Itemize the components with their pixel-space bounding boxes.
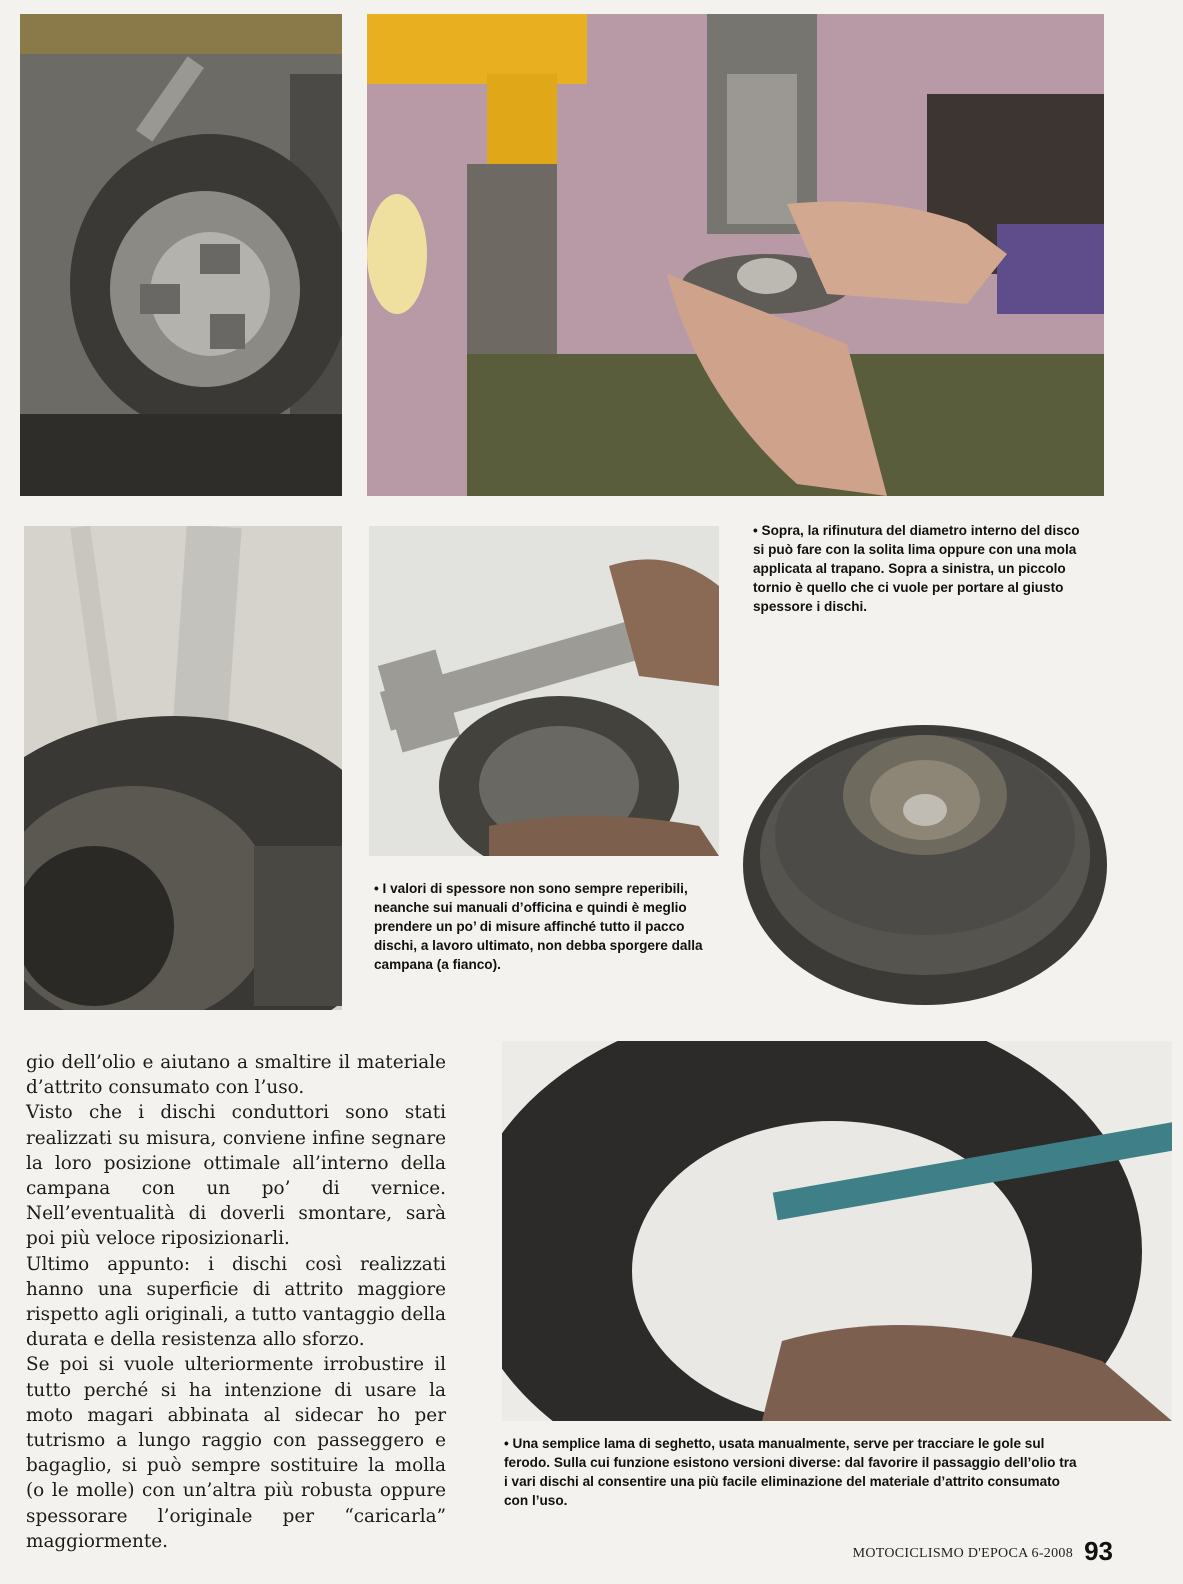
caption-drill-lathe bbox=[753, 521, 1083, 616]
caption-text: • Una semplice lama di seghetto, usata manualmente, serve per tracciare le gole sul ferodo. Sulla cui funzione esistono versioni diverse: dal favorire il passaggio dell’olio tra i vari dischi al consentire una più facile eliminazione del materiale d’attrito consumato con l’uso. bbox=[504, 1436, 1077, 1508]
photo-caliper-discs bbox=[369, 526, 719, 856]
photo-saw-blade-disc bbox=[502, 1041, 1172, 1421]
photo-file-clutch-basket bbox=[24, 526, 342, 1010]
photo-lathe-disc bbox=[20, 14, 342, 496]
paragraph: Se poi si vuole ulteriormente irrobustire il tutto perché si ha intenzione di usare la moto magari abbinata al sidecar ho per tutrismo a lungo raggio con passeggero e bagaglio, si può sempre sostituire la molla (o le molle) con un’altra più robusta oppure spessorare l’originale per “caricarla” maggiormente. bbox=[26, 1354, 446, 1552]
article-body bbox=[26, 1050, 446, 1554]
paragraph: gio dell’olio e aiutano a smaltire il materiale d’attrito consumato con l’uso. bbox=[26, 1052, 446, 1099]
caption-text: • I valori di spessore non sono sempre reperibili, neanche sui manuali d’officina e quindi è meglio prendere un po’ di misure affinché tutto il pacco dischi, a lavoro ultimato, non debba sporgere dalla campana (a fianco). bbox=[374, 881, 703, 972]
page-number: 93 bbox=[1084, 1536, 1113, 1566]
paragraph: Ultimo appunto: i dischi così realizzati hanno una superficie di attrito maggiore rispetto agli originali, a tutto vantaggio della durata e della resistenza allo sforzo. bbox=[26, 1253, 446, 1351]
caption-caliper bbox=[374, 879, 724, 974]
paragraph: Visto che i dischi conduttori sono stati realizzati su misura, conviene infine segnare la loro posizione ottimale all’interno della campana con un po’ di vernice. Nell’eventualità di doverli smontare, sarà poi più veloce riposizionarli. bbox=[26, 1102, 446, 1250]
caption-text: • Sopra, la rifinutura del diametro interno del disco si può fare con la solita lima oppure con una mola applicata al trapano. Sopra a sinistra, un piccolo tornio è quello che ci vuole per portare al giusto spessore i dischi. bbox=[753, 523, 1080, 614]
photo-assembled-clutch bbox=[740, 685, 1110, 1011]
magazine-name: MOTOCICLISMO D'EPOCA 6-2008 bbox=[852, 1546, 1073, 1561]
caption-saw-blade bbox=[504, 1434, 1084, 1510]
photo-drill-press bbox=[367, 14, 1104, 496]
